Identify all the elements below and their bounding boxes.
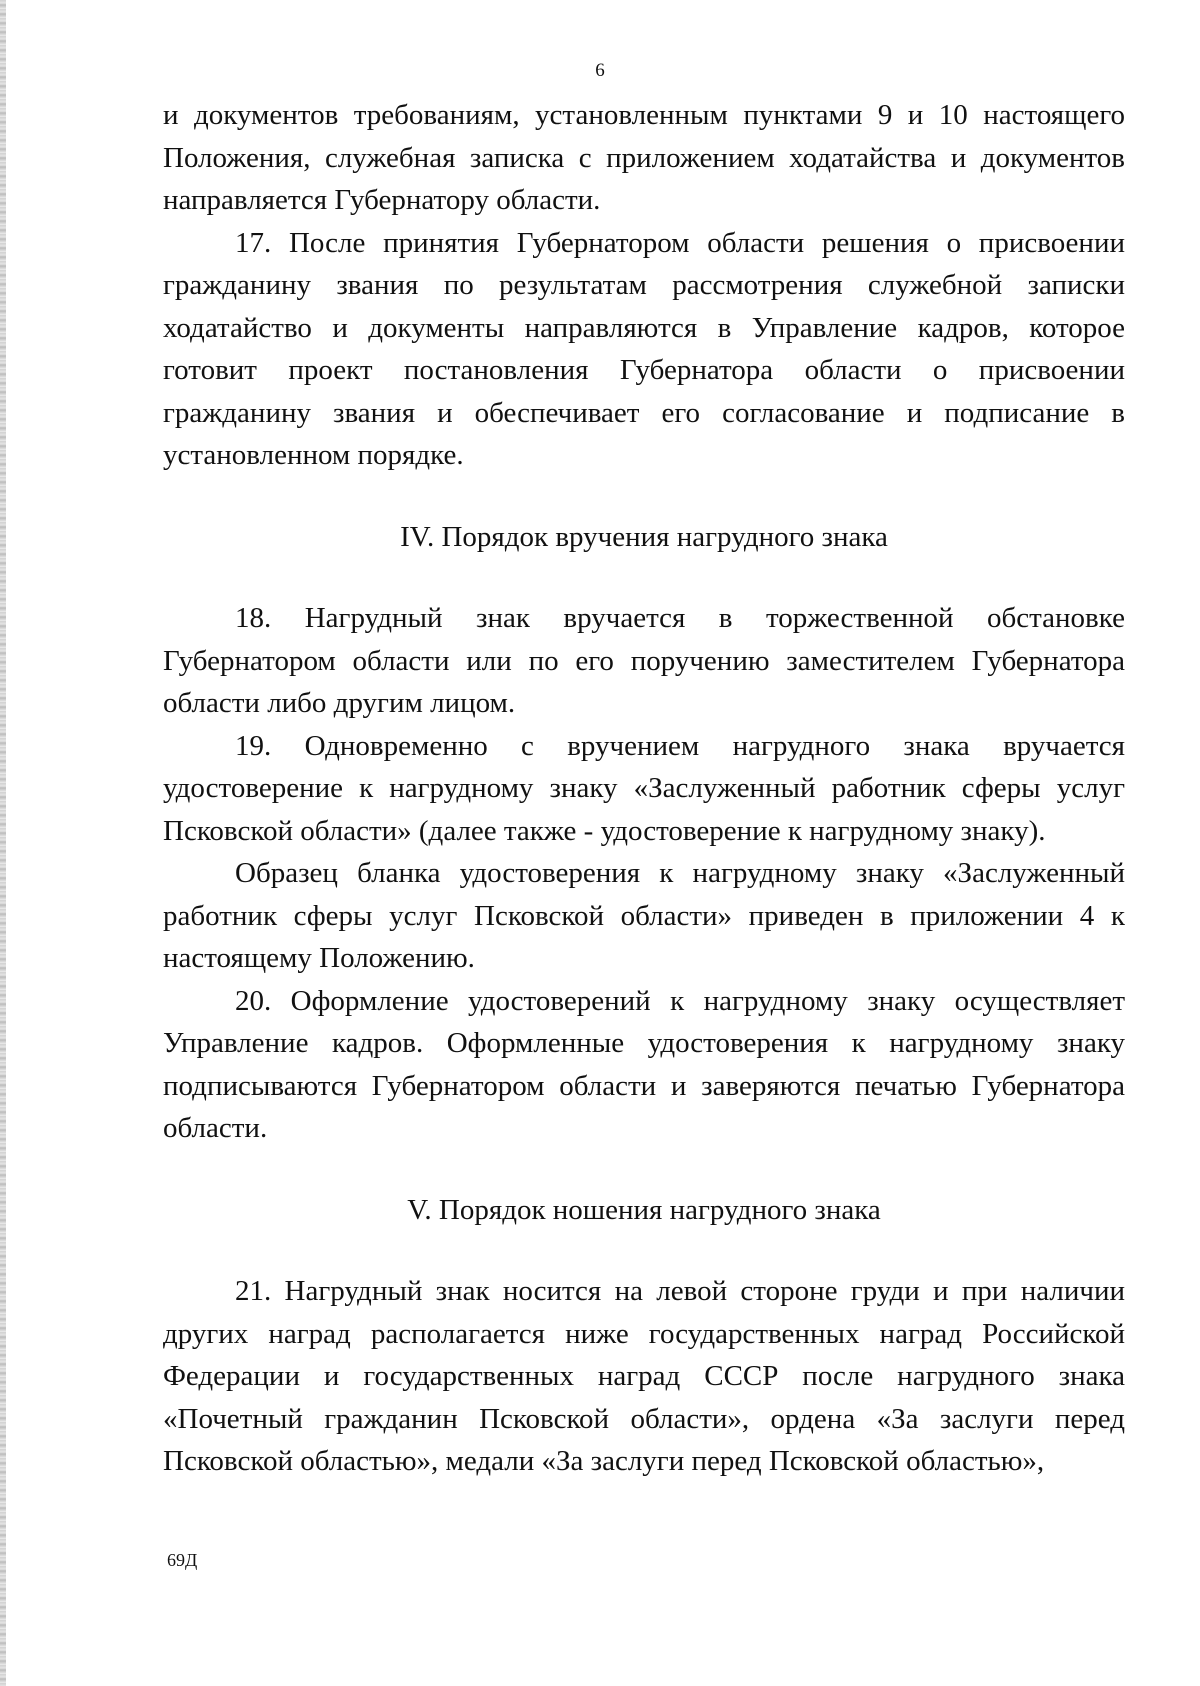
scan-edge-shadow [0, 0, 6, 1686]
page-number: 6 [595, 60, 605, 81]
paragraph-19: 19. Одновременно с вручением нагрудного знака вручается удостоверение к нагрудному знаку «Заслуженный работник сферы услуг Псковской области» (далее также - удостоверение к нагрудному знаку). [163, 729, 1125, 847]
paragraph-sample-form: Образец бланка удостоверения к нагрудному знаку «Заслуженный работник сферы услуг Псковской области» приведен в приложении 4 к настоящему Положению. [163, 857, 1125, 974]
paragraph-17: 17. После принятия Губернатором области решения о присвоении гражданину звания по результатам рассмотрения служебной записки ходатайство и документы направляются в Управление кадров, которое готовит проект постановления Губернатора области о присвоении гражданину звания и обеспечивает его согласование и подписание в установленном порядке. [163, 226, 1125, 471]
section-heading-iv: IV. Порядок вручения нагрудного знака [400, 520, 888, 553]
section-heading-v: V. Порядок ношения нагрудного знака [407, 1193, 881, 1226]
paragraph-18: 18. Нагрудный знак вручается в торжественной обстановке Губернатором области или по его поручению заместителем Губернатора области либо другим лицом. [163, 602, 1125, 719]
paragraph-continuation: и документов требованиям, установленным пунктами 9 и 10 настоящего Положения, служебная записка с приложением ходатайства и документов направляется Губернатору области. [163, 99, 1125, 216]
document-code: 69Д [167, 1550, 198, 1570]
document-body [163, 94, 1125, 1483]
paragraph-21: 21. Нагрудный знак носится на левой стороне груди и при наличии других наград располагается ниже государственных наград Российской Федерации и государственных наград СССР после нагрудного знака «Почетный гражданин Псковской области», ордена «За заслуги перед Псковской областью», медали «За заслуги перед Псковской областью», [163, 1275, 1125, 1477]
paragraph-20: 20. Оформление удостоверений к нагрудному знаку осуществляет Управление кадров. Оформленные удостоверения к нагрудному знаку подписываются Губернатором области и заверяются печатью Губернатора области. [163, 984, 1125, 1144]
